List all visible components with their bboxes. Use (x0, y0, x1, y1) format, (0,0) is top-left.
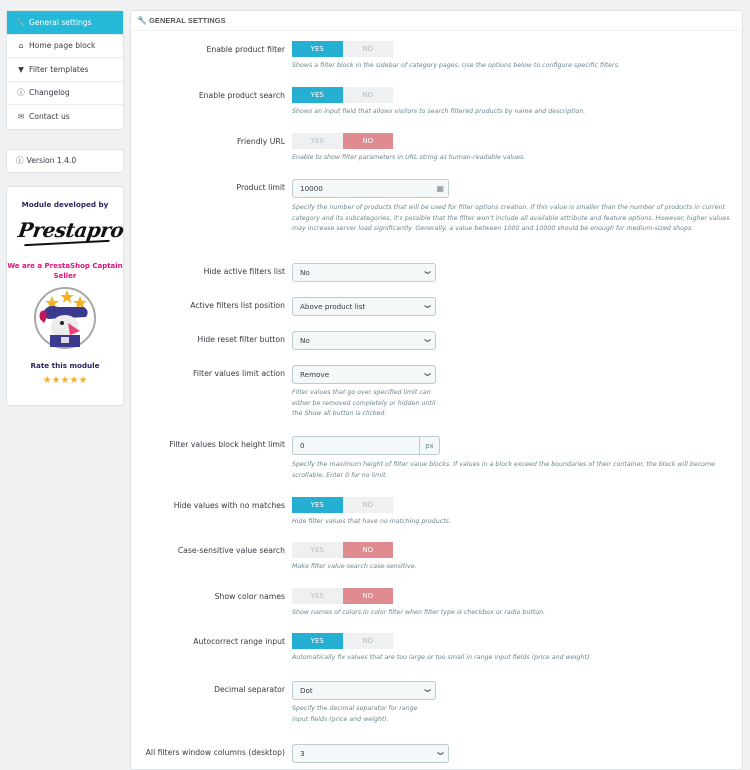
switch-yes[interactable]: YES (292, 87, 343, 103)
field-help: Hide filter values that have no matching products. (292, 518, 451, 525)
field-help: Automatically fix values that are too large or too small in range input fields (price and weight). (292, 654, 592, 661)
sidebar-item-contact-us[interactable] (7, 105, 123, 129)
panel-title: GENERAL SETTINGS (149, 16, 226, 25)
wrench-icon: 🔧 (16, 17, 26, 27)
switch-yes[interactable]: YES (292, 133, 343, 149)
field-help: Specify the number of products that will be used for filter options creation. If this value is smaller than the number of products in current category and its subcategories, it's possible that the filter won't include all available attribute and feature options. However, higher values may increase server load significantly. Generally, a value between 1000 and 10000 should be enough for medium-sized shops. (292, 204, 730, 232)
hide-active-filters-select[interactable] (292, 263, 436, 282)
field-label: Enable product filter (206, 45, 285, 54)
block-height-input-group (292, 436, 440, 455)
sidebar-item-general-settings[interactable] (7, 11, 123, 35)
field-help: Show names of colors in color filter when filter type is checkbox or radio button. (292, 609, 546, 616)
switch-no[interactable]: NO (343, 87, 394, 103)
show-color-names-switch[interactable] (292, 588, 393, 604)
field-label: Friendly URL (236, 137, 285, 146)
field-help: Make filter value search case-sensitive. (292, 563, 417, 570)
general-settings-panel (130, 10, 743, 770)
switch-yes[interactable]: YES (292, 41, 343, 57)
hide-no-matches-switch[interactable] (292, 497, 393, 513)
window-columns-select[interactable] (292, 744, 449, 763)
field-label: Hide active filters list (203, 267, 285, 276)
field-label: Active filters list position (190, 301, 285, 310)
version-box (6, 149, 124, 173)
developed-by-label: Module developed by (21, 199, 109, 209)
chevron-down-icon: ❯ (436, 750, 444, 757)
field-label: Filter values block height limit (169, 440, 285, 449)
field-label: All filters window columns (desktop) (145, 748, 285, 757)
field-help: Specify the maximum height of filter value blocks. If values in a block exceed the boundaries of their container, the block will become scrollable. Enter 0 for no limit. (292, 461, 716, 479)
select-value: No (300, 336, 310, 345)
wrench-icon: 🔧 (137, 16, 148, 25)
sidebar-item-label: Changelog (29, 88, 70, 98)
field-label: Product limit (236, 183, 285, 192)
field-help: Shows an input field that allows visitors to search filtered products by name and description. (292, 108, 586, 115)
sidebar-menu (6, 10, 124, 130)
select-value: Remove (300, 370, 330, 379)
select-value: Above product list (300, 302, 366, 311)
field-label: Show color names (214, 592, 285, 601)
puffin-captain-icon (36, 289, 94, 347)
envelope-icon: ✉ (17, 112, 25, 122)
select-value: 3 (300, 749, 305, 758)
field-label: Decimal separator (214, 685, 285, 694)
field-label: Hide values with no matches (173, 501, 285, 510)
product-limit-input[interactable] (292, 179, 449, 198)
switch-yes[interactable]: YES (292, 542, 343, 558)
sidebar-item-label: Home page block (29, 41, 96, 51)
field-help: Enable to show filter parameters in URL string as human-readable values. (292, 154, 526, 161)
chevron-down-icon: ❯ (423, 303, 431, 310)
version-label: Version 1.4.0 (26, 156, 77, 165)
block-height-input[interactable] (292, 436, 420, 455)
product-limit-input-group (292, 179, 449, 198)
field-label: Case-sensitive value search (177, 546, 285, 555)
chevron-down-icon: ❯ (423, 337, 431, 344)
info-icon: ⓘ (17, 88, 25, 98)
sidebar-item-filter-templates[interactable] (7, 58, 123, 82)
sidebar-item-label: Contact us (29, 112, 70, 122)
panel-heading (131, 11, 742, 31)
field-label: Autocorrect range input (193, 637, 285, 646)
friendly-url-switch[interactable] (292, 133, 393, 149)
switch-no[interactable]: NO (343, 542, 394, 558)
active-filters-position-select[interactable] (292, 297, 436, 316)
switch-yes[interactable]: YES (292, 588, 343, 604)
switch-no[interactable]: NO (343, 41, 394, 57)
autocorrect-range-switch[interactable] (292, 633, 393, 649)
switch-yes[interactable]: YES (292, 633, 343, 649)
sidebar-item-label: Filter templates (29, 64, 89, 74)
id-card-icon: ▦ (436, 184, 444, 193)
captain-seller-label: We are a PrestaShop Captain Seller (7, 261, 123, 280)
decimal-separator-select[interactable] (292, 681, 436, 700)
info-icon: ⓘ (16, 156, 24, 165)
field-label: Hide reset filter button (197, 335, 285, 344)
field-label: Filter values limit action (193, 369, 285, 378)
switch-yes[interactable]: YES (292, 497, 343, 513)
home-icon: ⌂ (18, 41, 24, 51)
chevron-down-icon: ❯ (423, 371, 431, 378)
input-value: 0 (300, 441, 305, 450)
hide-reset-button-select[interactable] (292, 331, 436, 350)
switch-no[interactable]: NO (343, 633, 394, 649)
enable-product-search-switch[interactable] (292, 87, 393, 103)
field-label: Enable product search (198, 91, 285, 100)
px-addon: px (420, 436, 440, 455)
prestapro-logo[interactable]: Prestapro (16, 219, 115, 245)
chevron-down-icon: ❯ (423, 687, 431, 694)
sidebar (6, 10, 124, 406)
field-help: Filter values that go over specified limit can either be removed completely or hidden until the Show all button is clicked. (292, 389, 436, 417)
input-value: 10000 (300, 184, 323, 193)
field-help: Shows a filter block in the sidebar of category pages. Use the options below to configure specific filters. (292, 62, 620, 69)
switch-no[interactable]: NO (343, 588, 394, 604)
limit-action-select[interactable] (292, 365, 436, 384)
select-value: No (300, 268, 310, 277)
captain-badge-image (34, 287, 96, 349)
switch-no[interactable]: NO (343, 497, 394, 513)
sidebar-item-label: General settings (29, 17, 92, 27)
chevron-down-icon: ❯ (423, 269, 431, 276)
case-sensitive-switch[interactable] (292, 542, 393, 558)
select-value: Dot (300, 686, 313, 695)
rating-stars[interactable]: ★★★★★ (42, 374, 88, 386)
enable-product-filter-switch[interactable] (292, 41, 393, 57)
filter-icon: ▼ (18, 64, 24, 74)
field-help: Specify the decimal separator for range input fields (price and weight). (292, 705, 418, 723)
switch-no[interactable]: NO (343, 133, 394, 149)
rate-module-link[interactable]: Rate this module (30, 360, 100, 370)
